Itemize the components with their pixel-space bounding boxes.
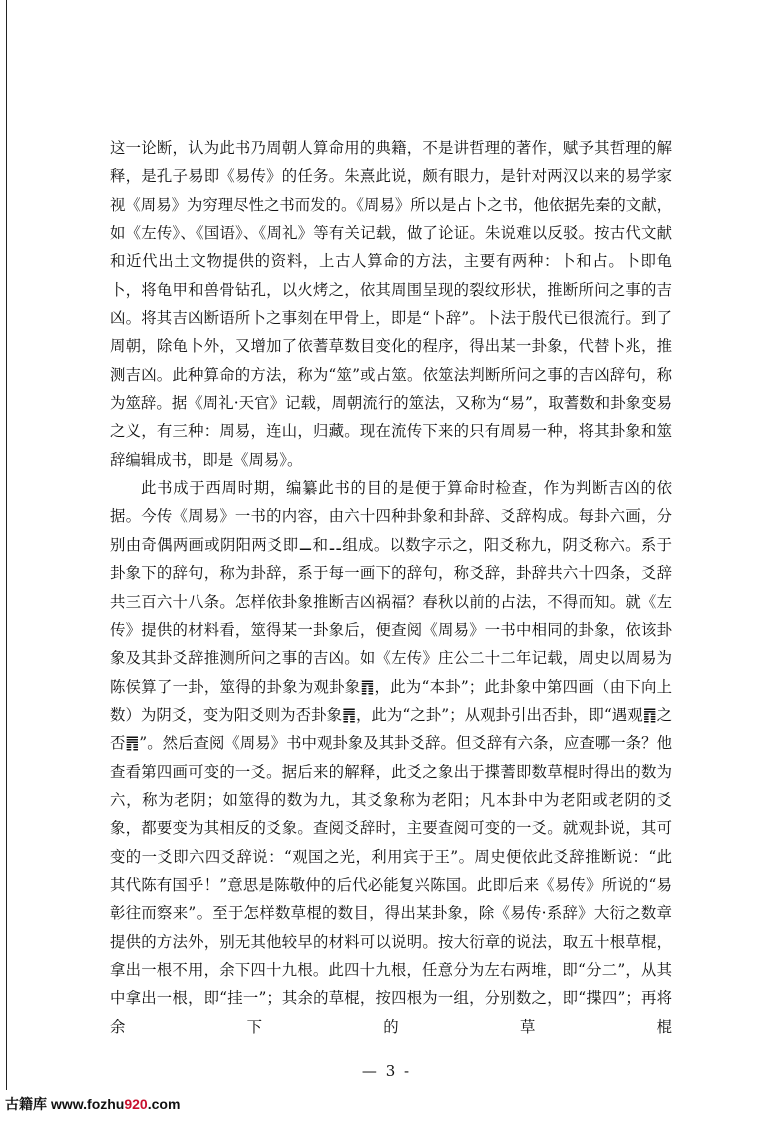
paragraph-2: 此书成于西周时期，编纂此书的目的是便于算命时检查，作为判断吉凶的依据。今传《周易》一书的内容，由六十四种卦象和卦辞、爻辞构成。每卦六画，分别由奇偶两画或阴阳两爻即⚊和⚋组成。以数字示之，阳爻称九，阴爻称六。系于卦象下的辞句，称为卦辞，系于每一画下的辞句，称爻辞，卦辞共六十四条，爻辞共三百六十八条。怎样依卦象推断吉凶祸福？春秋以前的占法，不得而知。就《左传》提供的材料看，筮得某一卦象后，便查阅《周易》一书中相同的卦象，依该卦象及其卦爻辞推测所问之事的吉凶。如《左传》庄公二十二年记载，周史以周易为陈侯算了一卦，筮得的卦象为观卦象䷓，此为“本卦”；此卦象中第四画（由下向上数）为阴爻，变为阳爻则为否卦象䷋，此为“之卦”；从观卦引出否卦，即“遇观䷓之否䷋”。然后查阅《周易》书中观卦象及其卦爻辞。但爻辞有六条，应查哪一条？他查看第四画可变的一爻。据后来的解释，此爻之象出于揲蓍即数草棍时得出的数为六，称为老阴；如筮得的数为九，其爻象称为老阳；凡本卦中为老阳或老阴的爻象，都要变为其相反的爻象。查阅爻辞时，主要查阅可变的一爻。就观卦说，其可变的一爻即六四爻辞说：“观国之光，利用宾于王”。周史便依此爻辞推断说：“此其代陈有国乎！”意思是陈敬仲的后代必能复兴陈国。此即后来《易传》所说的“易彰往而察来”。至于怎样数草棍的数目，得出某卦象，除《易传·系辞》大衍之数章提供的方法外，别无其他较早的材料可以说明。按大衍章的说法，取五十根草棍，拿出一根不用，余下四十九根。此四十九根，任意分为左右两堆，即“分二”，从其中拿出一根，即“挂一”；其余的草棍，按四根为一组，分别数之，即“揲四”；再将余下的草棍 (110, 479, 672, 1036)
site-watermark (5, 1094, 180, 1114)
watermark-brand: 古籍库 (5, 1096, 47, 1112)
watermark-url-suffix: .com (147, 1096, 181, 1112)
watermark-url-prefix: www.fozhu (51, 1096, 125, 1112)
paragraph-1: 这一论断，认为此书乃周朝人算命用的典籍，不是讲哲理的著作，赋予其哲理的解释，是孔子易即《易传》的任务。朱熹此说，颇有眼力，是针对两汉以来的易学家视《周易》为穷理尽性之书而发的。《周易》所以是占卜之书，他依据先秦的文献，如《左传》、《国语》、《周礼》等有关记载，做了论证。朱说难以反驳。按古代文献和近代出土文物提供的资料，上古人算命的方法，主要有两种：卜和占。卜即龟卜，将龟甲和兽骨钻孔，以火烤之，依其周围呈现的裂纹形状，推断所问之事的吉凶。将其吉凶断语所卜之事刻在甲骨上，即是“卜辞”。卜法于殷代已很流行。到了周朝，除龟卜外，又增加了依蓍草数目变化的程序，得出某一卦象，代替卜兆，推测吉凶。此种算命的方法，称为“筮”或占筮。依筮法判断所问之事的吉凶辞句，称为筮辞。据《周礼·天官》记载，周朝流行的筮法，又称为“易”，取蓍数和卦象变易之义，有三种：周易，连山，归藏。现在流传下来的只有周易一种，将其卦象和筮辞编辑成书，即是《周易》。 (110, 139, 672, 469)
main-text (110, 134, 672, 1041)
scan-edge-line (6, 0, 7, 1090)
watermark-url-highlight: 920 (124, 1096, 148, 1112)
page-number: — 3 - (361, 1062, 412, 1080)
